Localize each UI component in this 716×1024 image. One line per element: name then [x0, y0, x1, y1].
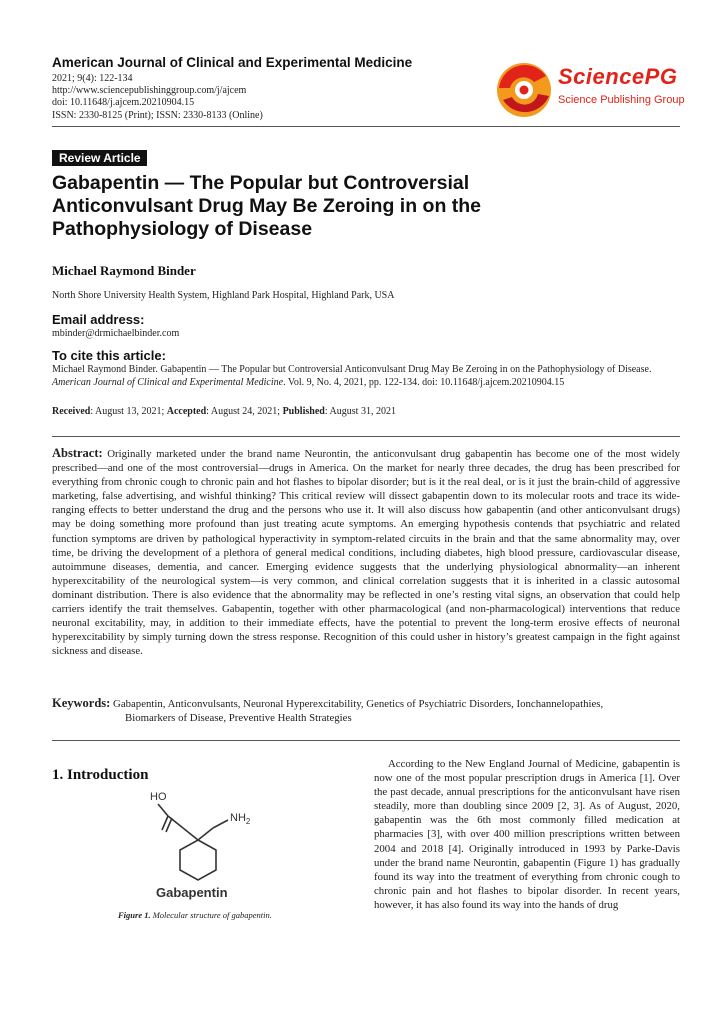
figure-gabapentin [128, 790, 288, 905]
email-link[interactable]: mbinder@drmichaelbinder.com [52, 328, 180, 339]
keywords [52, 696, 680, 725]
keywords-bottom-rule [52, 740, 680, 741]
sciencepg-logo [494, 58, 684, 122]
figure-molecule-name: Gabapentin [156, 885, 228, 900]
section-heading-introduction: 1. Introduction [52, 767, 149, 783]
citation-pre: Michael Raymond Binder. Gabapentin — The Popular but Controversial Anticonvulsant Drug May Be Zeroing in on the Pathophysiology of Disease. [52, 364, 652, 375]
title-line: Anticonvulsant Drug May Be Zeroing in on the [52, 195, 482, 217]
journal-meta [52, 73, 263, 122]
abstract-text: Originally marketed under the brand name Neurontin, the anticonvulsant drug gabapentin has become one of the most widely prescribed—and one of the most controversial—drugs in America. On the market for nearly three decades, the drug has been prescribed for everything from chronic cough to chronic pain and hot flashes to bipolar disorder; but is it the real deal, or is it just the brain-child of aggressive marketing, false advertising, and wishful thinking? This critical review will dissect gabapentin down to its molecular roots and trace its wide-ranging effects to better understand the drug and the persons who use it. It will also discuss how gabapentin (and other anticonvulsant drugs) may be doing something more profound than just treating acute symptoms. An emerging hypothesis contends that psychiatric and related function symptoms are driven by pathological hyperactivity in symptom-related circuits in the brain and that the same abnormality may, over time, be driving the development of a plethora of general medical conditions, including diabetes, high blood pressure, cardiovascular disease, autoimmune diseases, dementia, and cancer. Emerging evidence suggests that the underlying physiological abnormality—an inherent hyperexcitability of the neurological system—is very common, and clinical correlation suggests that it is inherited in a classic autosomal dominant distribution. There is also evidence that the abnormality may be reflected in one’s resting vital signs, an observation that could help carriers identify the trait themselves. Gabapentin, together with other pharmacological (and non-pharmacological) interventions that reduce neuronal excitability, may, in addition to their immediate effects, have the potential to prevent the long-term erosive effects of neuronal hyperexcitability by simply turning down the stress response. Recognition of this could usher in history’s greatest campaign in the fight against sickness and disease. [52, 448, 680, 658]
received-label: Received [52, 406, 91, 417]
intro-paragraph: According to the New England Journal of Medicine, gabapentin is now one of the most popular prescription drugs in America [1]. Over the past decade, annual prescriptions for the anticonvulsant have risen steadily, more than doubling since 2009 [2, 3]. As of August, 2020, gabapentin was the 6th most commonly filled medication at pharmacies [3], with over 400 million prescriptions written between 2004 and 2018 [4]. Originally introduced in 1993 by Parke-Davis under the brand name Neurontin, gabapentin (Figure 1) has gradually found its way into the treatment of everything from chronic cough to chronic pain and hot flashes to bipolar disorder. In recent years, however, it has also found its way into the hands of drug [374, 758, 680, 911]
published-label: Published [282, 406, 325, 417]
label-nh: NH [230, 812, 246, 824]
logo-name: SciencePG [558, 64, 678, 89]
meta-doi: doi: 10.11648/j.ajcem.20210904.15 [52, 97, 195, 109]
meta-issn: ISSN: 2330-8125 (Print); ISSN: 2330-8133 (Online) [52, 109, 263, 121]
figure-caption-text: Molecular structure of gabapentin. [150, 910, 272, 920]
cite-heading: To cite this article: [52, 348, 166, 363]
keywords-text-2: Biomarkers of Disease, Preventive Health Strategies [125, 712, 352, 724]
label-nh2-sub: 2 [245, 817, 251, 827]
article-dates [52, 405, 396, 418]
author-affiliation: North Shore University Health System, Highland Park Hospital, Highland Park, USA [52, 290, 395, 301]
citation-journal: American Journal of Clinical and Experimental Medicine [52, 377, 284, 389]
received-date: : August 13, 2021; [90, 406, 167, 417]
author-name: Michael Raymond Binder [52, 263, 196, 278]
journal-title: American Journal of Clinical and Experimental Medicine [52, 55, 413, 70]
header-rule [52, 126, 680, 127]
accepted-label: Accepted [166, 406, 207, 417]
article-title [52, 172, 652, 241]
keywords-text-1: Gabapentin, Anticonvulsants, Neuronal Hyperexcitability, Genetics of Psychiatric Disorders, Ionchannelopathies, [113, 698, 604, 710]
abstract-top-rule [52, 436, 680, 437]
label-ho: HO [150, 791, 167, 803]
meta-issue: 2021; 9(4): 122-134 [52, 73, 133, 84]
published-date: : August 31, 2021 [324, 406, 396, 417]
abstract [52, 446, 680, 658]
keywords-label: Keywords: [52, 696, 111, 710]
article-type-badge: Review Article [52, 150, 147, 166]
citation-post: . Vol. 9, No. 4, 2021, pp. 122-134. doi: 10.11648/j.ajcem.20210904.15 [283, 377, 565, 389]
email-heading: Email address: [52, 312, 145, 327]
figure-caption [118, 910, 272, 920]
title-line: Gabapentin — The Popular but Controversial [52, 172, 470, 194]
abstract-label: Abstract: [52, 446, 103, 460]
title-line: Pathophysiology of Disease [52, 218, 313, 240]
figure-caption-label: Figure 1. [118, 910, 151, 920]
logo-subtitle: Science Publishing Group [558, 94, 685, 106]
label-nh2 [230, 812, 250, 826]
meta-url[interactable]: http://www.sciencepublishinggroup.com/j/ajcem [52, 85, 247, 97]
keywords-line-1 [52, 696, 680, 711]
accepted-date: : August 24, 2021; [206, 406, 283, 417]
citation [52, 363, 680, 390]
